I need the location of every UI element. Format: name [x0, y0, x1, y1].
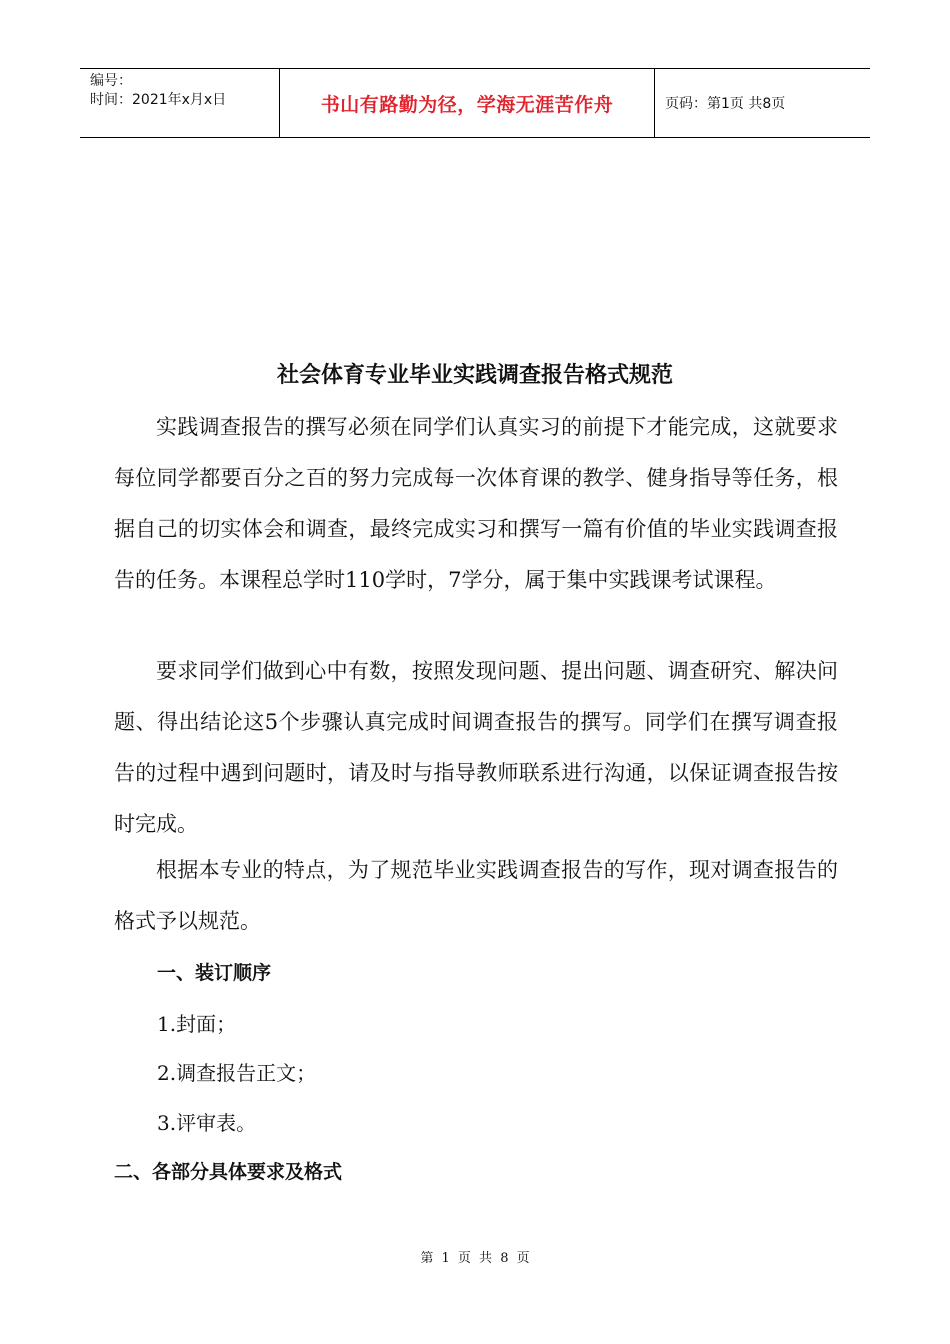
paragraph-2: 要求同学们做到心中有数，按照发现问题、提出问题、调查研究、解决问题、得出结论这5个步骤认真完成时间调查报告的撰写。同学们在撰写调查报告的过程中遇到问题时，请及时与指导教师联系进行沟通，以保证调查报告按时完成。: [114, 659, 838, 836]
paragraph-3: 根据本专业的特点，为了规范毕业实践调查报告的写作，现对调查报告的格式予以规范。: [114, 858, 838, 933]
page-footer: 第 1 页 共 8 页: [420, 1251, 530, 1266]
list-item: 3.评审表。: [157, 1111, 257, 1135]
header-page-info: 页码：第1页 共8页: [665, 96, 786, 112]
page-header: [80, 68, 870, 138]
section-heading-requirements: 二、各部分具体要求及格式: [114, 1161, 343, 1183]
list-item: 1.封面；: [157, 1012, 237, 1036]
list-item: 2.调查报告正文；: [157, 1061, 317, 1085]
time-label: 时间：2021年x月x日: [90, 92, 227, 108]
document-title: 社会体育专业毕业实践调查报告格式规范: [276, 363, 673, 388]
header-meta: [80, 69, 280, 137]
number-label: 编号：: [90, 73, 132, 89]
paragraph-1: 实践调查报告的撰写必须在同学们认真实习的前提下才能完成，这就要求每位同学都要百分之百的努力完成每一次体育课的教学、健身指导等任务，根据自己的切实体会和调查，最终完成实习和撰写一篇有价值的毕业实践调查报告的任务。本课程总学时110学时，7学分，属于集中实践课考试课程。: [114, 415, 838, 592]
section-heading-binding-order: 一、装订顺序: [157, 962, 272, 984]
header-motto: 书山有路勤为径，学海无涯苦作舟: [280, 69, 655, 137]
